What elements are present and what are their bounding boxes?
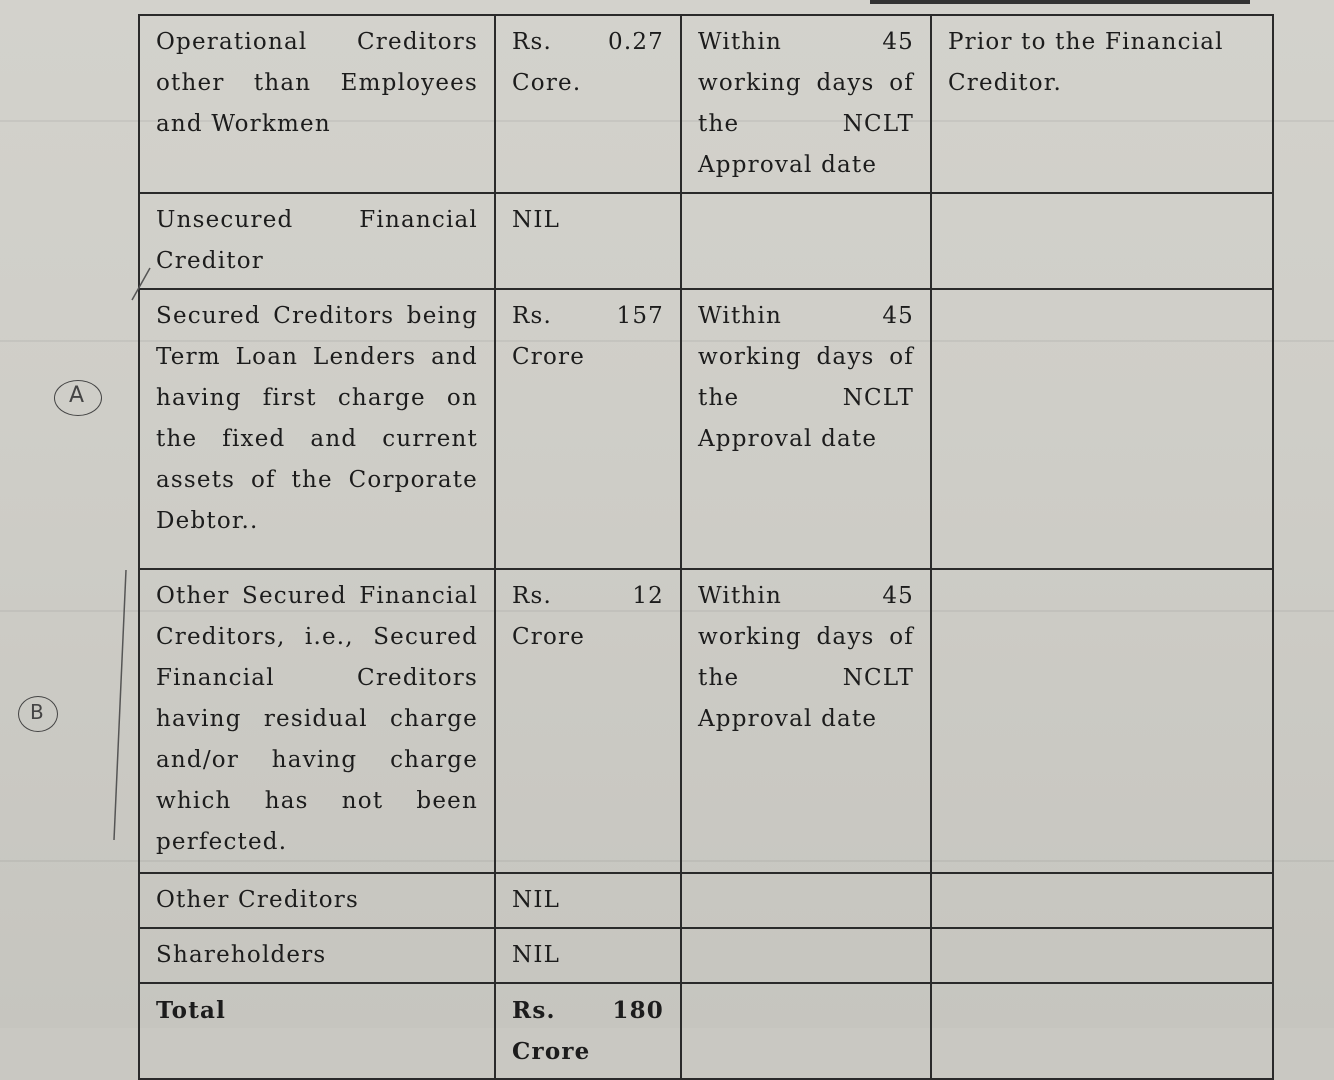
period-cell xyxy=(681,983,931,1079)
category-cell: Operational Creditors other than Employees and Workmen xyxy=(139,15,495,193)
period-cell xyxy=(681,193,931,289)
amount-value: 157 xyxy=(616,303,664,329)
total-amount-unit: Crore xyxy=(512,1038,591,1065)
total-amount-value: 180 xyxy=(612,997,664,1024)
period-days: 45 xyxy=(882,303,914,329)
table-row xyxy=(139,873,1273,928)
handwritten-letter-b: B xyxy=(30,700,44,724)
period-prefix: Within xyxy=(698,303,783,329)
table-row xyxy=(139,289,1273,569)
amount-cell: NIL xyxy=(495,873,681,928)
total-amount-prefix: Rs. xyxy=(512,997,556,1024)
amount-unit: Crore xyxy=(512,624,586,650)
remarks-cell xyxy=(931,873,1273,928)
amount-cell xyxy=(495,569,681,873)
table-row xyxy=(139,193,1273,289)
page-top-rule xyxy=(870,0,1250,4)
total-label: Total xyxy=(139,983,495,1079)
remarks-cell xyxy=(931,569,1273,873)
amount-cell xyxy=(495,193,681,289)
handwritten-circle-b xyxy=(18,696,58,732)
category-cell: Shareholders xyxy=(139,928,495,983)
amount-prefix: Rs. xyxy=(512,583,553,609)
amount-unit: Core. xyxy=(512,70,582,96)
amount-prefix: Rs. xyxy=(512,303,553,329)
remarks-cell: Prior to the Financial Creditor. xyxy=(931,15,1273,193)
period-rest: working days of the NCLT Approval date xyxy=(698,624,914,732)
amount-prefix: NIL xyxy=(512,207,561,233)
amount-value: 0.27 xyxy=(607,29,664,55)
category-cell: Secured Creditors being Term Loan Lenders and having first charge on the fixed and current assets of the Corporate Debtor.. xyxy=(139,289,495,569)
table-row xyxy=(139,569,1273,873)
period-days: 45 xyxy=(882,583,914,609)
handwritten-margin-stroke xyxy=(80,260,160,860)
table-row xyxy=(139,928,1273,983)
handwritten-letter-a: A xyxy=(69,383,85,408)
period-rest: working days of the NCLT Approval date xyxy=(698,344,914,452)
amount-prefix: Rs. xyxy=(512,29,553,55)
category-cell: Other Creditors xyxy=(139,873,495,928)
category-cell: Unsecured Financial Creditor xyxy=(139,193,495,289)
amount-cell xyxy=(495,15,681,193)
amount-unit: Crore xyxy=(512,344,586,370)
creditor-payment-table xyxy=(138,14,1274,1080)
amount-cell xyxy=(495,289,681,569)
remarks-cell xyxy=(931,193,1273,289)
amount-value: 12 xyxy=(632,583,664,609)
period-cell xyxy=(681,289,931,569)
amount-cell: NIL xyxy=(495,928,681,983)
table-row xyxy=(139,15,1273,193)
period-cell xyxy=(681,15,931,193)
period-days: 45 xyxy=(882,29,914,55)
total-row xyxy=(139,983,1273,1079)
period-cell xyxy=(681,873,931,928)
period-cell xyxy=(681,928,931,983)
period-cell xyxy=(681,569,931,873)
period-rest: working days of the NCLT Approval date xyxy=(698,70,914,178)
remarks-cell xyxy=(931,983,1273,1079)
period-prefix: Within xyxy=(698,583,783,609)
period-prefix: Within xyxy=(698,29,783,55)
total-amount-cell xyxy=(495,983,681,1079)
category-cell: Other Secured Financial Creditors, i.e., Secured Financial Creditors having residual charge and/or having charge which has not been perfected. xyxy=(139,569,495,873)
remarks-cell xyxy=(931,289,1273,569)
remarks-cell xyxy=(931,928,1273,983)
